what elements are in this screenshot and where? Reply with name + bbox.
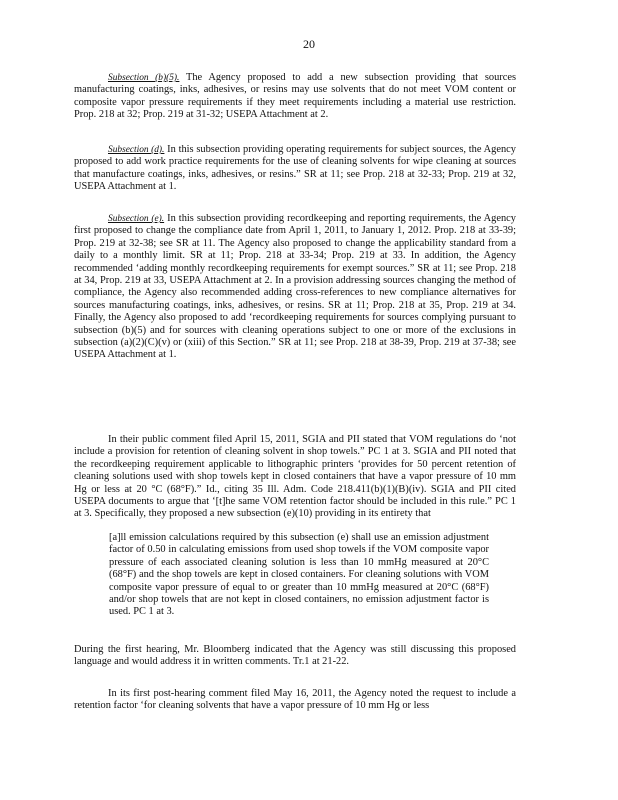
paragraph-text: In this subsection providing operating requirements for subject sources, the Agency proposed to add work practice requirements for the use of cleaning solvents for wipe cleaning at sources that manufacture coatings, inks, adhesives, or resins.” SR at 11; see Prop. 218 at 32-33; Prop. 219 at 32, USEPA Attachment at 1. <box>74 144 516 193</box>
paragraph-text: During the first hearing, Mr. Bloomberg indicated that the Agency was still discussing this proposed language and would address it in written comments. Tr.1 at 21-22. <box>74 644 516 668</box>
paragraph-first-hearing <box>74 644 516 669</box>
paragraph-text: In their public comment filed April 15, 2011, SGIA and PII stated that VOM regulations do ‘not include a provision for retention of cleaning solvent in shop towels.” PC 1 at 3. SGIA and PII noted that the recordkeeping requirement applicable to lithographic printers ‘provides for 50 percent retention of cleaning solutions used with shop towels kept in closed containers that have a vapor pressure of 10 mm Hg or less at 20 °C (68°F).” Id., citing 35 Ill. Adm. Code 218.411(b)(1)(B)(iv). SGIA and PII cited USEPA documents to argue that ‘[t]he same VOM retention factor should be included in this rule.” PC 1 at 3. Specifically, they proposed a new subsection (e)(10) providing in its entirety that <box>74 434 516 520</box>
paragraph-subsection-e <box>74 213 516 362</box>
paragraph-subsection-d <box>74 144 516 194</box>
subsection-label: Subsection (b)(5). <box>108 73 180 83</box>
paragraph-post-hearing-comment <box>74 688 516 713</box>
paragraph-text: The Agency proposed to add a new subsection providing that sources manufacturing coatings, inks, adhesives, or resins may use solvents that do not meet VOM content or composite vapor pressure requirements if they meet requirements including a material use restriction. Prop. 218 at 32; Prop. 219 at 31-32; USEPA Attachment at 2. <box>74 72 516 121</box>
paragraph-public-comment <box>74 434 516 521</box>
subsection-label: Subsection (e). <box>108 214 165 224</box>
paragraph-subsection-b5 <box>74 72 516 122</box>
subsection-label: Subsection (d). <box>108 145 165 155</box>
page-number: 20 <box>303 37 315 51</box>
block-quote: [a]ll emission calculations required by this subsection (e) shall use an emission adjustment factor of 0.50 in calculating emissions from used shop towels if the VOM composite vapor pressure of each associated cleaning solution is less than 10 mmHg measured at 20°C (68°F) and the shop towels are kept in closed containers. For cleaning solutions with VOM composite vapor pressure of equal to or greater than 10 mmHg measured at 20°C (68°F) and/or shop towels that are not kept in closed containers, no emission adjustment factor is used. PC 1 at 3. <box>109 532 489 618</box>
paragraph-text: In its first post-hearing comment filed May 16, 2011, the Agency noted the request to include a retention factor ‘for cleaning solvents that have a vapor pressure of 10 mm Hg or less <box>74 688 516 712</box>
paragraph-text: In this subsection providing recordkeeping and reporting requirements, the Agency first proposed to change the compliance date from April 1, 2011, to January 1, 2012. Prop. 218 at 33-39; Prop. 219 at 32-38; see SR at 11. The Agency also proposed to change the applicability standard from a daily to a monthly limit. SR at 11; Prop. 218 at 33-34; Prop. 219 at 33. In addition, the Agency recommended ‘adding monthly recordkeeping requirements for exempt sources.” SR at 11; see Prop. 218 at 34, Prop. 219 at 33, USEPA Attachment at 2. In a provision addressing sources changing the method of compliance, the Agency also recommended adding cross-references to new compliance alternatives for sources manufacturing coatings, inks, adhesives, or resins. SR at 11; Prop. 218 at 35, Prop. 219 at 34. Finally, the Agency also proposed to add ‘recordkeeping requirements for sources complying pursuant to subsection (b)(5) and for sources with cleaning operations subject to one or more of the exclusions in subsection (a)(2)(C)(v) or (xiii) of this Section.” SR at 11; see Prop. 218 at 38-39, Prop. 219 at 37-38; see USEPA Attachment at 1. <box>74 213 516 361</box>
